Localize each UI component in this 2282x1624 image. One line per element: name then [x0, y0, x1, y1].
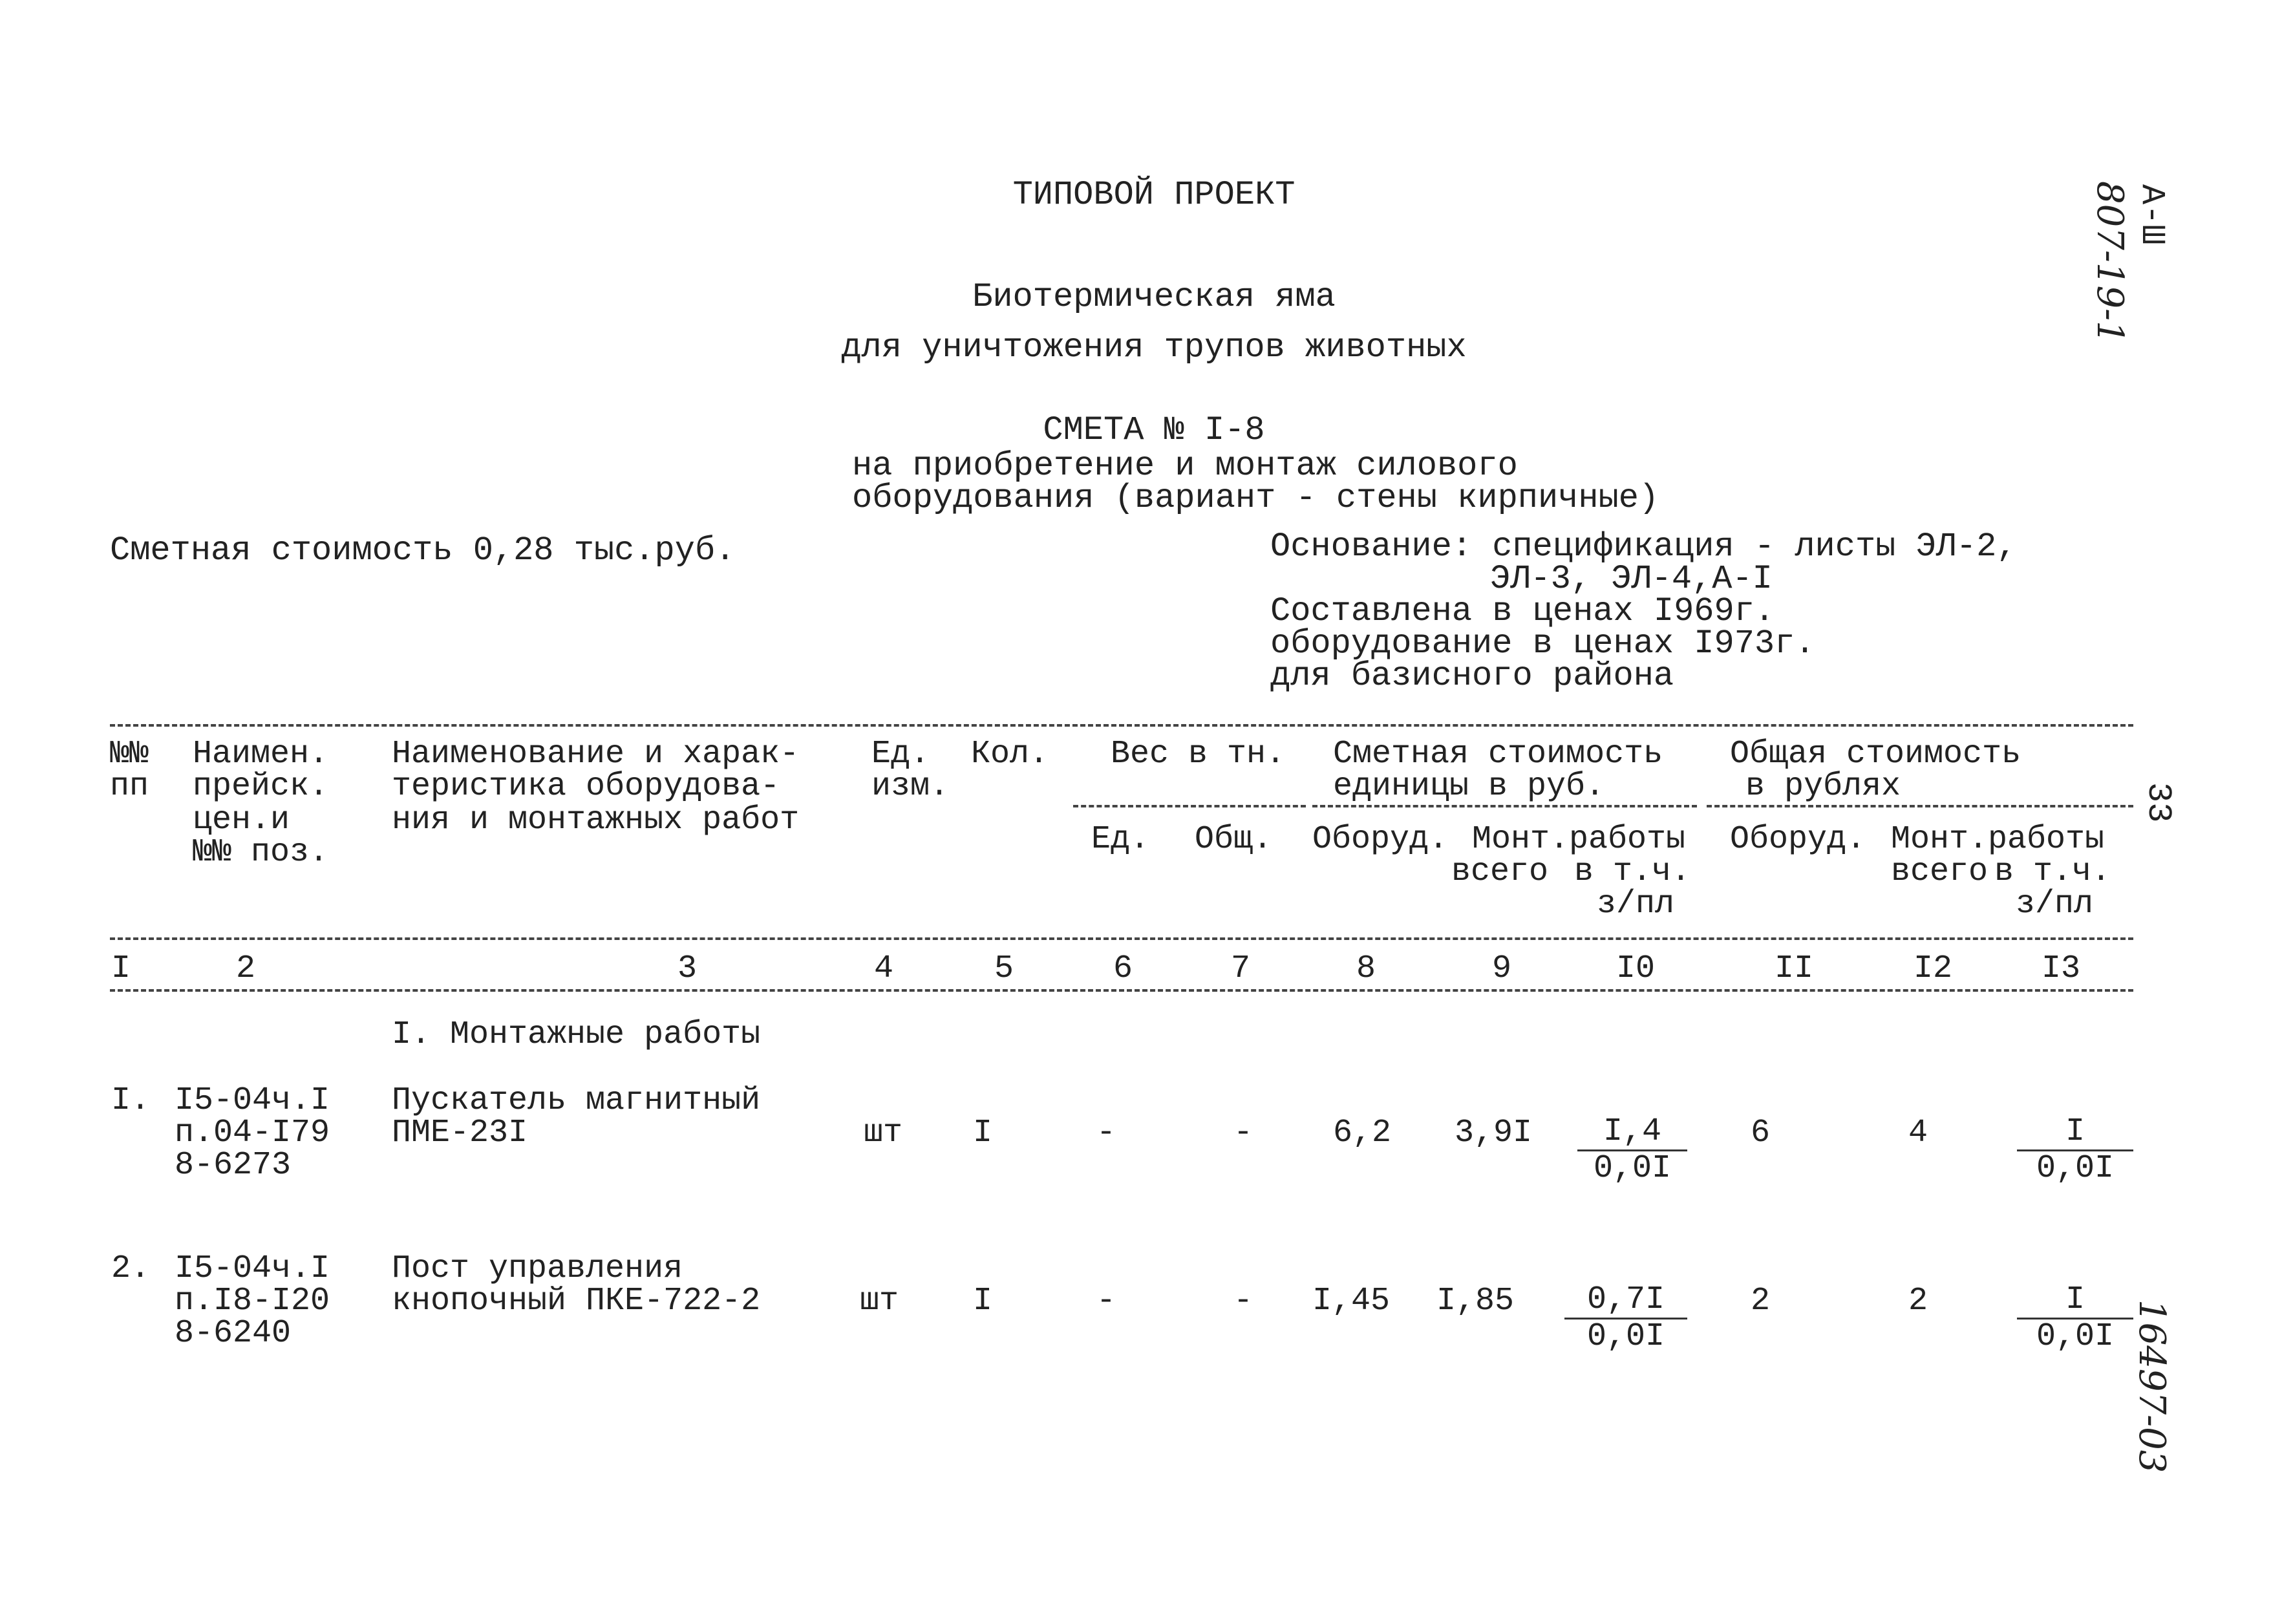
header-mont-incl-total: в т.ч.: [1994, 853, 2111, 890]
column-number-top-rule: [110, 937, 2133, 940]
col-number-9: 9: [1492, 950, 1512, 987]
header-pricelist-1: Наимен.: [193, 736, 329, 773]
header-unit-2: изм.: [871, 768, 950, 805]
row1-name-2: ПМЕ-23I: [392, 1115, 528, 1151]
header-qty: Кол.: [971, 736, 1049, 773]
row1-price-ref-1: I5-04ч.I: [175, 1082, 330, 1119]
basis-line-4: оборудование в ценах I973г.: [1270, 625, 1815, 663]
col-number-4: 4: [874, 950, 894, 987]
header-equip-total: Оборуд.: [1730, 821, 1866, 858]
row2-unit: шт: [860, 1283, 899, 1320]
col-number-7: 7: [1231, 950, 1251, 987]
weight-rule: [1073, 805, 1306, 807]
row2-total-equip: 2: [1751, 1283, 1771, 1320]
smeta-description-2: оборудования (вариант - стены кирпичные): [852, 479, 1659, 517]
smeta-description-1: на приобретение и монтаж силового: [852, 447, 1518, 485]
row1-weight-unit: -: [1096, 1115, 1116, 1151]
row2-total-fraction: [2017, 1283, 2133, 1354]
row1-number: I.: [111, 1082, 151, 1119]
row1-price-ref-2: п.04-I79: [175, 1115, 330, 1151]
header-pricelist-3: цен.и: [193, 802, 290, 839]
row1-total-wage: 0,0I: [2036, 1150, 2115, 1187]
series-mark: А-Ш: [2133, 184, 2171, 245]
table-top-rule: [110, 724, 2133, 727]
row1-price-ref-3: 8-6273: [175, 1147, 292, 1184]
row2-mont-fraction: [1564, 1283, 1687, 1354]
row1-mont-all: 3,9I: [1455, 1115, 1533, 1151]
row2-total-incl: I: [2017, 1283, 2133, 1320]
column-number-bottom-rule: [110, 989, 2133, 992]
header-unit-cost-1: Сметная стоимость: [1333, 736, 1663, 773]
header-mont-all-total: всего: [1891, 853, 1989, 890]
header-total-cost-2: в рублях: [1745, 768, 1901, 805]
header-mont-incl-unit: в т.ч.: [1574, 853, 1691, 890]
header-pricelist-4: №№ поз.: [193, 834, 329, 871]
row1-mont-incl: I,4: [1577, 1115, 1687, 1151]
col-number-1: I: [111, 950, 131, 987]
header-name-2: теристика оборудова-: [392, 768, 780, 805]
header-total-cost-1: Общая стоимость: [1730, 736, 2021, 773]
row2-price-ref-3: 8-6240: [175, 1315, 292, 1352]
col-number-10: I0: [1616, 950, 1656, 987]
header-weight-unit: Ед.: [1091, 821, 1150, 858]
row2-name-2: кнопочный ПКЕ-722-2: [392, 1283, 761, 1320]
header-weight: Вес в тн.: [1111, 736, 1286, 773]
header-num-2: пп: [110, 768, 149, 805]
document-subtitle: для уничтожения трупов животных: [841, 328, 1467, 367]
unit-cost-rule: [1312, 805, 1697, 807]
row2-number: 2.: [111, 1250, 151, 1287]
row1-equip-cost: 6,2: [1333, 1115, 1392, 1151]
header-mont-wage-unit: з/пл: [1597, 886, 1675, 923]
row2-mont-incl: 0,7I: [1564, 1283, 1687, 1320]
row1-total-mont: 4: [1908, 1115, 1928, 1151]
col-number-3: 3: [677, 950, 698, 987]
col-number-12: I2: [1914, 950, 1953, 987]
row2-price-ref-2: п.I8-I20: [175, 1283, 330, 1320]
estimated-cost: Сметная стоимость 0,28 тыс.руб.: [110, 531, 736, 570]
smeta-number: СМЕТА № I-8: [1043, 411, 1265, 449]
row2-total-mont: 2: [1908, 1283, 1928, 1320]
row1-total-fraction: [2017, 1115, 2133, 1186]
total-cost-rule: [1707, 805, 2133, 807]
row2-price-ref-1: I5-04ч.I: [175, 1250, 330, 1287]
row2-weight-unit: -: [1096, 1283, 1116, 1320]
col-number-13: I3: [2042, 950, 2081, 987]
header-weight-total: Общ.: [1195, 821, 1273, 858]
basis-line-5: для базисного района: [1270, 657, 1674, 695]
row1-mont-fraction: [1577, 1115, 1687, 1186]
row1-total-equip: 6: [1751, 1115, 1771, 1151]
row2-equip-cost: I,45: [1312, 1283, 1391, 1320]
header-unit-1: Ед.: [871, 736, 930, 773]
project-type: ТИПОВОЙ ПРОЕКТ: [1012, 176, 1296, 214]
row1-mont-wage: 0,0I: [1593, 1150, 1672, 1187]
header-mont-total: Монт.работы: [1891, 821, 2105, 858]
section-title: I. Монтажные работы: [392, 1016, 761, 1053]
page-number: 33: [2139, 782, 2177, 823]
project-code: 807-19-1: [2089, 181, 2131, 344]
header-unit-cost-2: единицы в руб.: [1333, 768, 1605, 805]
header-num-1: №№: [110, 736, 149, 773]
basis-line-1: Основание: спецификация - листы ЭЛ-2,: [1270, 528, 2017, 566]
row2-mont-all: I,85: [1436, 1283, 1515, 1320]
header-name-3: ния и монтажных работ: [392, 802, 800, 839]
col-number-5: 5: [994, 950, 1014, 987]
col-number-6: 6: [1113, 950, 1133, 987]
row2-mont-wage: 0,0I: [1586, 1318, 1665, 1355]
row1-weight-total: -: [1233, 1115, 1253, 1151]
header-mont-all-unit: всего: [1451, 853, 1549, 890]
header-pricelist-2: прейск.: [193, 768, 329, 805]
row2-total-wage: 0,0I: [2036, 1318, 2115, 1355]
row1-name-1: Пускатель магнитный: [392, 1082, 761, 1119]
basis-line-2: ЭЛ-3, ЭЛ-4,А-I: [1490, 560, 1773, 598]
row2-weight-total: -: [1233, 1283, 1253, 1320]
row2-qty: I: [973, 1283, 993, 1320]
row1-total-incl: I: [2017, 1115, 2133, 1151]
archive-code: 16497-03: [2131, 1299, 2173, 1473]
row1-qty: I: [973, 1115, 993, 1151]
col-number-2: 2: [236, 950, 256, 987]
basis-line-3: Составлена в ценах I969г.: [1270, 592, 1775, 630]
document-title: Биотермическая яма: [972, 278, 1336, 316]
col-number-8: 8: [1356, 950, 1376, 987]
header-mont-wage-total: з/пл: [2016, 886, 2094, 923]
row1-unit: шт: [864, 1115, 903, 1151]
row2-name-1: Пост управления: [392, 1250, 683, 1287]
header-name-1: Наименование и харак-: [392, 736, 800, 773]
header-equip-unit: Оборуд.: [1312, 821, 1449, 858]
header-mont-unit: Монт.работы: [1472, 821, 1686, 858]
col-number-11: II: [1775, 950, 1814, 987]
